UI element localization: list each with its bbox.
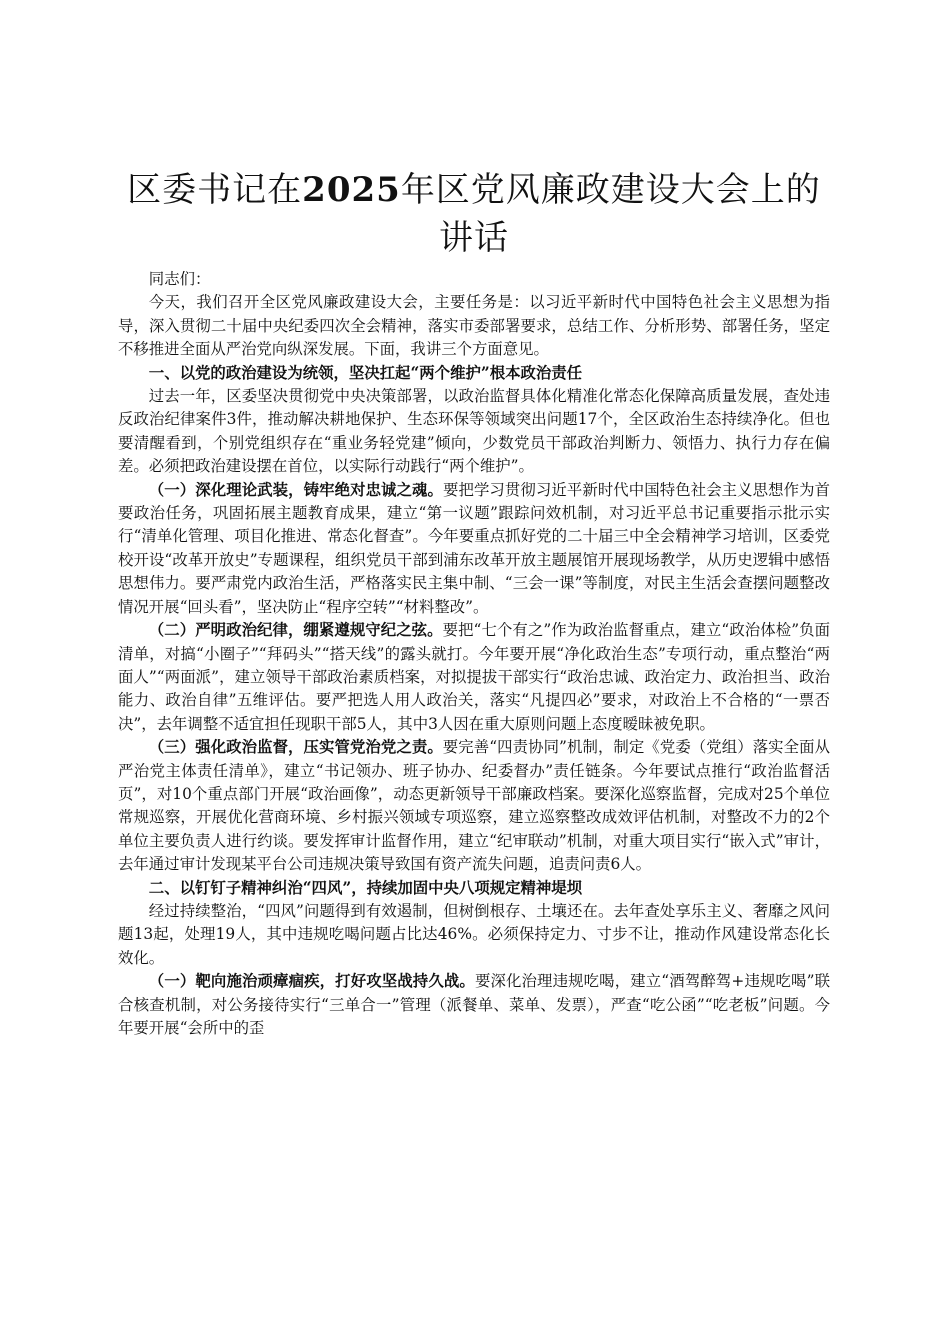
document-body — [118, 166, 830, 1040]
section2-heading: 二、以钉钉子精神纠治“四风”，持续加固中央八项规定精神堤坝 — [148, 878, 583, 897]
title-year: 2025 — [302, 170, 401, 210]
section1-item2-body: 要把“七个有之”作为政治监督重点，建立“政治体检”负面清单，对搞“小圈子”“拜码头”“搭天线”的露头就打。今年要开展“净化政治生态”专项行动，重点整治“两面人”“两面派”，建立领导干部政治素质档案，对拟提拔干部实行“政治忠诚、政治定力、政治担当、政治能力、政治自律”五维评估。要严把选人用人政治关，落实“凡提四必”要求，对政治上不合格的“一票否决”，去年调整不适宜担任现职干部5人，其中3人因在重大原则问题上态度暧昧被免职。 — [118, 621, 830, 733]
section2-body: 经过持续整治，“四风”问题得到有效遏制，但树倒根存、土壤还在。去年查处享乐主义、奢靡之风问题13起，处理19人，其中违规吃喝问题占比达46%。必须保持定力、寸步不让，推动作风建设常态化长效化。 — [118, 901, 830, 967]
section1-item3 — [118, 736, 830, 876]
section1-item1 — [118, 479, 830, 619]
section2-item1 — [118, 970, 830, 1040]
section1-item2-lead: （二）严明政治纪律，绷紧遵规守纪之弦。 — [148, 621, 443, 640]
title-part2: 年区党风廉政建设大会上的讲话 — [400, 170, 821, 258]
section1-item1-body: 要把学习贯彻习近平新时代中国特色社会主义思想作为首要政治任务，巩固拓展主题教育成果，建立“第一议题”跟踪问效机制，对习近平总书记重要指示批示实行“清单化管理、项目化推进、常态化督查”。今年要重点抓好党的二十届三中全会精神学习培训，区委党校开设“改革开放史”专题课程，组织党员干部到浦东改革开放主题展馆开展现场教学，从历史逻辑中感悟思想伟力。要严肃党内政治生活，严格落实民主集中制、“三会一课”等制度，对民主生活会查摆问题整改情况开展“回头看”，坚决防止“程序空转”“材料整改”。 — [118, 480, 830, 616]
title-part1: 区委书记在 — [127, 170, 303, 210]
intro-paragraph: 今天，我们召开全区党风廉政建设大会，主要任务是：以习近平新时代中国特色社会主义思想为指导，深入贯彻二十届中央纪委四次全会精神，落实市委部署要求，总结工作、分析形势、部署任务，坚定不移推进全面从严治党向纵深发展。下面，我讲三个方面意见。 — [118, 293, 830, 359]
section1-body: 过去一年，区委坚决贯彻党中央决策部署，以政治监督具体化精准化常态化保障高质量发展，查处违反政治纪律案件3件，推动解决耕地保护、生态环保等领域突出问题17个，全区政治生态持续净化。但也要清醒看到，个别党组织存在“重业务轻党建”倾向，少数党员干部政治判断力、领悟力、执行力存在偏差。必须把政治建设摆在首位，以实际行动践行“两个维护”。 — [118, 387, 830, 476]
section1-heading: 一、以党的政治建设为统领，坚决扛起“两个维护”根本政治责任 — [148, 363, 583, 382]
section2-item1-body: 要深化治理违规吃喝，建立“酒驾醉驾+违规吃喝”联合核查机制，对公务接待实行“三单合一”管理（派餐单、菜单、发票），严查“吃公函”“吃老板”问题。今年要开展“会所中的歪 — [118, 972, 830, 1037]
salutation: 同志们： — [148, 270, 211, 288]
document-title — [118, 166, 830, 262]
section1-item2 — [118, 619, 830, 736]
section1-item1-lead: （一）深化理论武装，铸牢绝对忠诚之魂。 — [148, 480, 443, 499]
section1-item3-lead: （三）强化政治监督，压实管党治党之责。 — [148, 738, 443, 757]
section1-item3-body: 要完善“四责协同”机制，制定《党委（党组）落实全面从严治党主体责任清单》，建立“书记领办、班子协办、纪委督办”责任链条。今年要试点推行“政治监督活页”，对10个重点部门开展“政治画像”，动态更新领导干部廉政档案。要深化巡察监督，完成对25个单位常规巡察，开展优化营商环境、乡村振兴领域专项巡察，建立巡察整改成效评估机制，对整改不力的2个单位主要负责人进行约谈。要发挥审计监督作用，建立“纪审联动”机制，对重大项目实行“嵌入式”审计，去年通过审计发现某平台公司违规决策导致国有资产流失问题，追责问责6人。 — [118, 738, 830, 874]
section2-item1-lead: （一）靶向施治顽瘴痼疾，打好攻坚战持久战。 — [148, 972, 475, 991]
